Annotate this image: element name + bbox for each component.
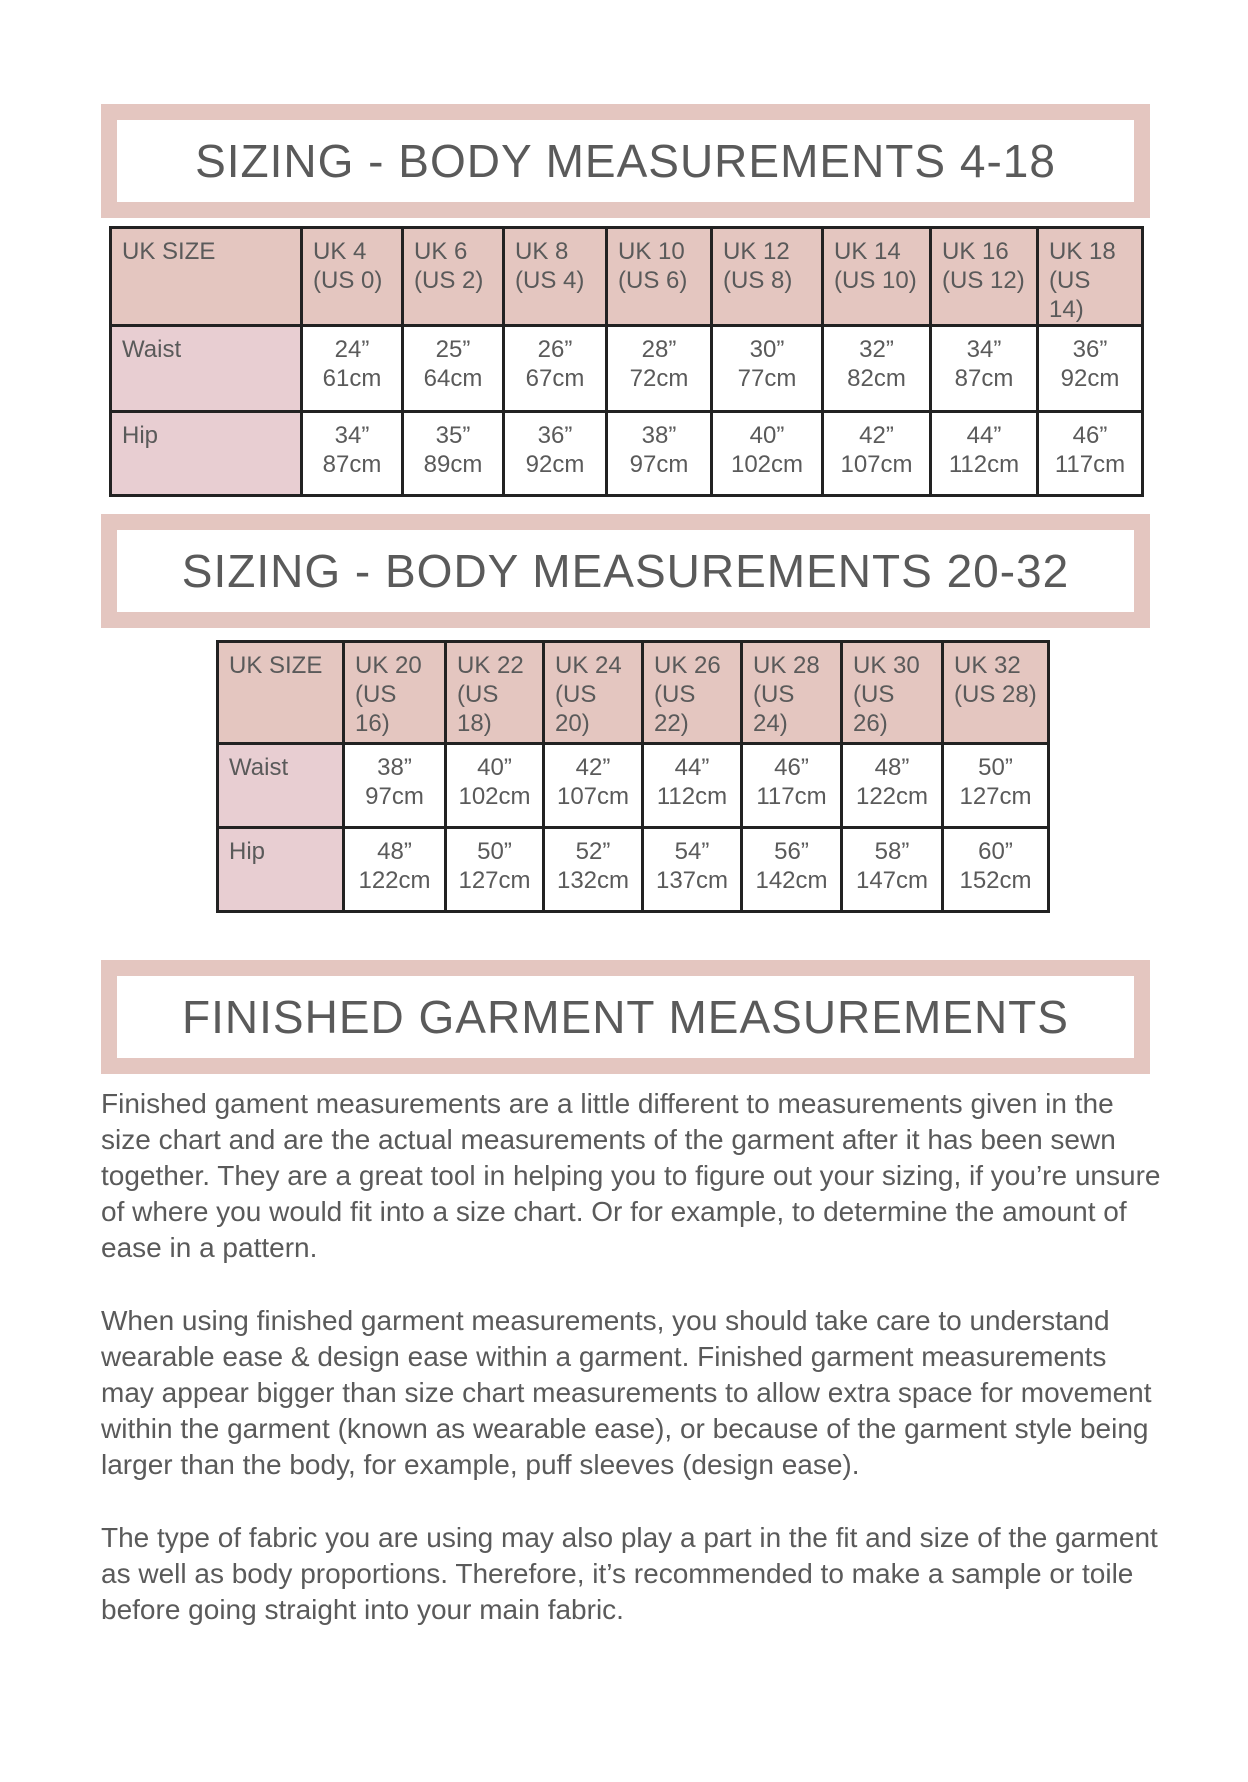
table-cell: 38” 97cm — [344, 744, 446, 828]
size-header: UK 18 (US 14) — [1038, 228, 1143, 326]
table-corner-label: UK SIZE — [218, 642, 344, 744]
banner-sizing-20-32 — [101, 514, 1150, 628]
size-header: UK 16 (US 12) — [931, 228, 1038, 326]
banner-sizing-4-18 — [101, 104, 1150, 218]
row-label: Waist — [111, 326, 302, 412]
table-row-hip — [111, 412, 1143, 496]
size-header: UK 20 (US 16) — [344, 642, 446, 744]
table-cell: 36” 92cm — [1038, 326, 1143, 412]
size-header: UK 30 (US 26) — [842, 642, 943, 744]
table-cell: 30” 77cm — [712, 326, 823, 412]
table-cell: 50” 127cm — [943, 744, 1049, 828]
table-header-row — [111, 228, 1143, 326]
banner-inner — [117, 530, 1134, 612]
paragraph: The type of fabric you are using may also play a part in the fit and size of the garment as well as body proportions. Therefore, it’s recommended to make a sample or toile before going straight into your main fabric. — [101, 1522, 1158, 1625]
banner-inner — [117, 120, 1134, 202]
size-header: UK 26 (US 22) — [643, 642, 742, 744]
size-header: UK 28 (US 24) — [742, 642, 842, 744]
table-cell: 34” 87cm — [931, 326, 1038, 412]
size-header: UK 32 (US 28) — [943, 642, 1049, 744]
size-header: UK 6 (US 2) — [403, 228, 504, 326]
table-cell: 40” 102cm — [712, 412, 823, 496]
section-title: SIZING - BODY MEASUREMENTS 20-32 — [181, 545, 1070, 597]
paragraph: When using finished garment measurements, you should take care to understand wearable ease & design ease within a garment. Finished garment measurements may appear bigger than size chart measurements to allow extra space for movement within the garment (known as wearable ease), or because of the garment style being larger than the body, for example, puff sleeves (design ease). — [101, 1305, 1152, 1480]
size-header: UK 10 (US 6) — [607, 228, 712, 326]
section-title: FINISHED GARMENT MEASUREMENTS — [182, 991, 1069, 1043]
size-table-4-18 — [109, 226, 1144, 497]
banner-finished-garment — [101, 960, 1150, 1074]
table-cell: 56” 142cm — [742, 828, 842, 912]
table-cell: 32” 82cm — [823, 326, 931, 412]
size-header: UK 24 (US 20) — [544, 642, 643, 744]
size-header: UK 14 (US 10) — [823, 228, 931, 326]
table-corner-label: UK SIZE — [111, 228, 302, 326]
table-header-row — [218, 642, 1049, 744]
size-header: UK 12 (US 8) — [712, 228, 823, 326]
table-cell: 38” 97cm — [607, 412, 712, 496]
table-cell: 40” 102cm — [446, 744, 544, 828]
table-cell: 42” 107cm — [544, 744, 643, 828]
table-row-waist — [111, 326, 1143, 412]
table-cell: 48” 122cm — [344, 828, 446, 912]
table-cell: 58” 147cm — [842, 828, 943, 912]
row-label: Hip — [111, 412, 302, 496]
table-cell: 34” 87cm — [302, 412, 403, 496]
table-cell: 26” 67cm — [504, 326, 607, 412]
table-cell: 44” 112cm — [643, 744, 742, 828]
row-label: Hip — [218, 828, 344, 912]
size-header: UK 8 (US 4) — [504, 228, 607, 326]
paragraph: Finished gament measurements are a little different to measurements given in the size chart and are the actual measurements of the garment after it has been sewn together. They are a great tool in helping you to figure out your sizing, if you’re unsure of where you would fit into a size chart. Or for example, to determine the amount of ease in a pattern. — [101, 1088, 1161, 1263]
size-header: UK 4 (US 0) — [302, 228, 403, 326]
table-cell: 52” 132cm — [544, 828, 643, 912]
table-cell: 44” 112cm — [931, 412, 1038, 496]
size-header: UK 22 (US 18) — [446, 642, 544, 744]
table-cell: 46” 117cm — [1038, 412, 1143, 496]
table-cell: 60” 152cm — [943, 828, 1049, 912]
table-cell: 42” 107cm — [823, 412, 931, 496]
table-cell: 35” 89cm — [403, 412, 504, 496]
table-cell: 46” 117cm — [742, 744, 842, 828]
table-row-waist — [218, 744, 1049, 828]
table-cell: 28” 72cm — [607, 326, 712, 412]
table-cell: 48” 122cm — [842, 744, 943, 828]
table-cell: 54” 137cm — [643, 828, 742, 912]
table-cell: 25” 64cm — [403, 326, 504, 412]
row-label: Waist — [218, 744, 344, 828]
table-cell: 24” 61cm — [302, 326, 403, 412]
size-table-20-32 — [216, 640, 1050, 913]
table-cell: 50” 127cm — [446, 828, 544, 912]
section-title: SIZING - BODY MEASUREMENTS 4-18 — [195, 135, 1056, 187]
body-text — [101, 1086, 1161, 1665]
table-row-hip — [218, 828, 1049, 912]
table-cell: 36” 92cm — [504, 412, 607, 496]
banner-inner — [117, 976, 1134, 1058]
